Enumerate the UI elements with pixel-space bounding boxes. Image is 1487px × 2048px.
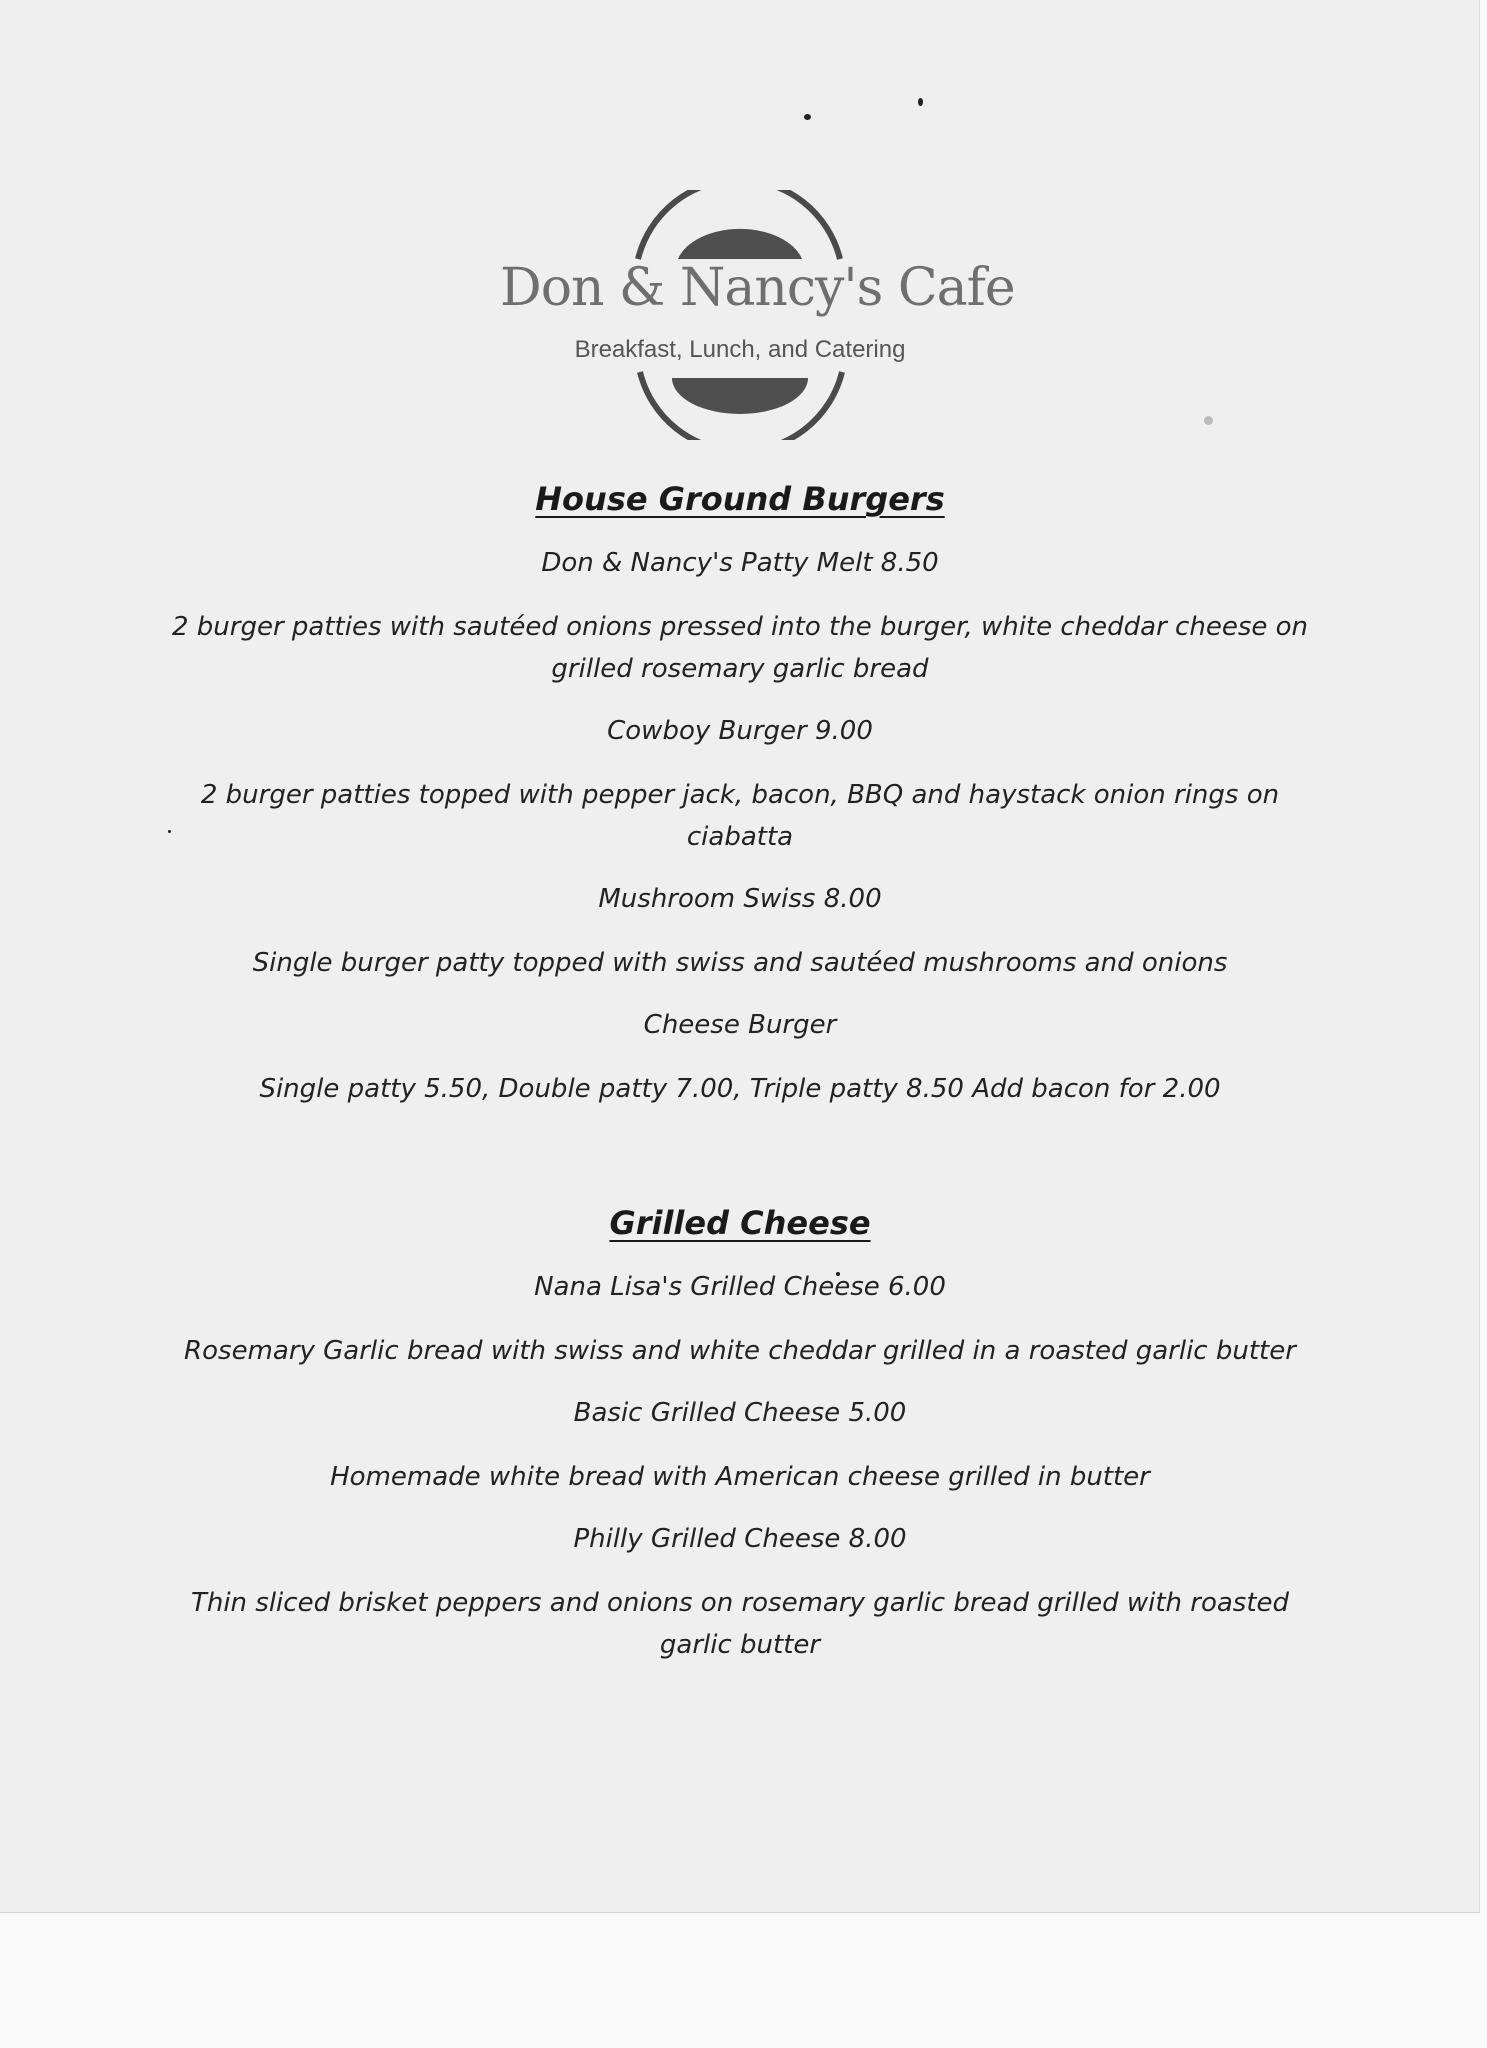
section-spacer — [150, 1134, 1330, 1204]
cafe-tagline: Breakfast, Lunch, and Catering — [574, 336, 906, 363]
menu-content — [150, 480, 1330, 1690]
menu-item-description: Homemade white bread with American cheese grilled in butter — [330, 1462, 1150, 1492]
paper-speck — [918, 98, 923, 106]
section-grilled-cheese — [150, 1204, 1330, 1666]
menu-item-name: Basic Grilled Cheese 5.00 — [573, 1398, 907, 1428]
menu-item-name: Nana Lisa's Grilled Cheese 6.00 — [534, 1272, 946, 1302]
cafe-logo — [500, 190, 1015, 440]
menu-item-name: Cowboy Burger 9.00 — [607, 716, 873, 746]
section-title: Grilled Cheese — [609, 1204, 871, 1242]
menu-item-description: 2 burger patties topped with pepper jack, bacon, BBQ and haystack onion rings on ciabatta — [200, 780, 1280, 852]
section-house-ground-burgers — [150, 480, 1330, 1110]
menu-item-name: Philly Grilled Cheese 8.00 — [573, 1524, 907, 1554]
menu-item-description: Thin sliced brisket peppers and onions on rosemary garlic bread grilled with roasted garlic butter — [190, 1588, 1290, 1660]
menu-item-name: Cheese Burger — [643, 1010, 837, 1040]
menu-item-description: Rosemary Garlic bread with swiss and white cheddar grilled in a roasted garlic butter — [184, 1336, 1296, 1366]
menu-item-description: Single patty 5.50, Double patty 7.00, Triple patty 8.50 Add bacon for 2.00 — [259, 1074, 1221, 1104]
cafe-name: Don & Nancy's Cafe — [500, 258, 1015, 318]
paper-speck — [804, 114, 811, 120]
menu-item-description: 2 burger patties with sautéed onions pressed into the burger, white cheddar cheese on grilled rosemary garlic bread — [171, 612, 1309, 684]
section-title: House Ground Burgers — [535, 480, 945, 518]
menu-item-name: Don & Nancy's Patty Melt 8.50 — [541, 548, 939, 578]
menu-item-name: Mushroom Swiss 8.00 — [598, 884, 882, 914]
paper-speck — [1204, 416, 1213, 425]
menu-item-description: Single burger patty topped with swiss and sautéed mushrooms and onions — [252, 948, 1228, 978]
